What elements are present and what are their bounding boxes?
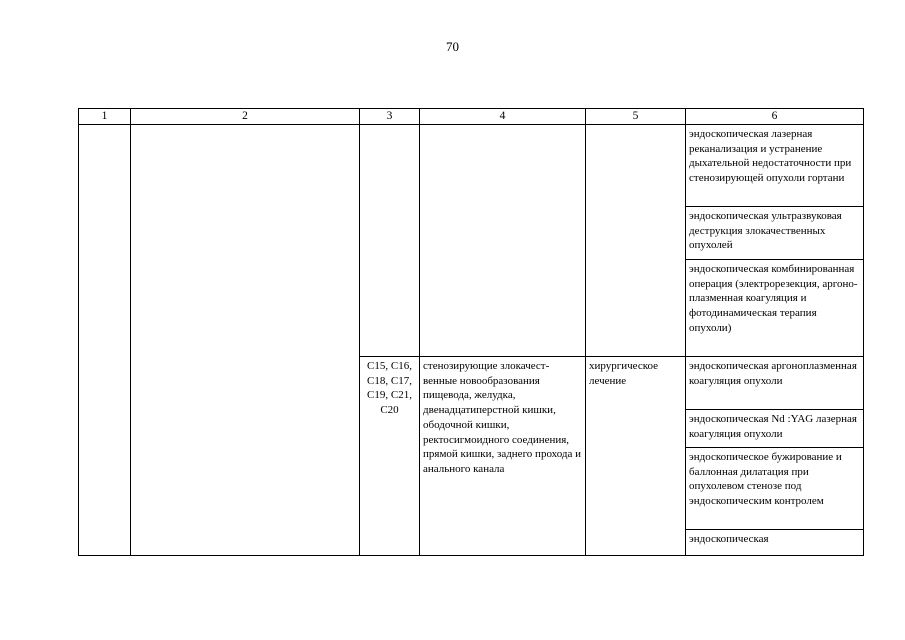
method-cell: эндоскопическая лазерная реканализация и устранение дыхательной недостаточности при стенозирующей опухоли гортани	[686, 125, 864, 207]
column-header-1: 1	[79, 109, 131, 125]
method-cell: эндоскопическая	[686, 530, 864, 556]
method-cell: эндоскопическая ультразвуковая деструкция злокачественных опухолей	[686, 207, 864, 260]
treatment-cell-empty	[586, 125, 686, 357]
column-header-4: 4	[420, 109, 586, 125]
column-header-3: 3	[360, 109, 420, 125]
method-cell: эндоскопическая Nd :YAG лазерная коагуляция опухоли	[686, 410, 864, 448]
column-header-2: 2	[131, 109, 360, 125]
table-header-row	[79, 109, 864, 125]
page-number: 70	[446, 39, 459, 54]
column-header-5: 5	[586, 109, 686, 125]
diagnosis-cell-empty	[420, 125, 586, 357]
table-row	[79, 125, 864, 207]
column-2-cell	[131, 125, 360, 556]
column-1-cell	[79, 125, 131, 556]
codes-cell-empty	[360, 125, 420, 357]
treatment-type-cell: хирургическое лечение	[586, 357, 686, 556]
column-header-6: 6	[686, 109, 864, 125]
icd-codes-cell: С15, С16, С18, С17, С19, С21, С20	[360, 357, 420, 556]
method-cell: эндоскопическая комбинированная операция (электрорезекция, аргоно-плазменная коагуляция и фотодинамическая терапия опухоли)	[686, 260, 864, 357]
diagnosis-cell: стенозирующие злокачест-венные новообразования пищевода, желудка, двенадцатиперстной кишки, ободочной кишки, ректосигмоидного соединения, прямой кишки, заднего прохода и анального канала	[420, 357, 586, 556]
treatment-table	[78, 108, 864, 556]
method-cell: эндоскопическое бужирование и баллонная дилатация при опухолевом стенозе под эндоскопическим контролем	[686, 448, 864, 530]
method-cell: эндоскопическая аргоноплазменная коагуляция опухоли	[686, 357, 864, 410]
